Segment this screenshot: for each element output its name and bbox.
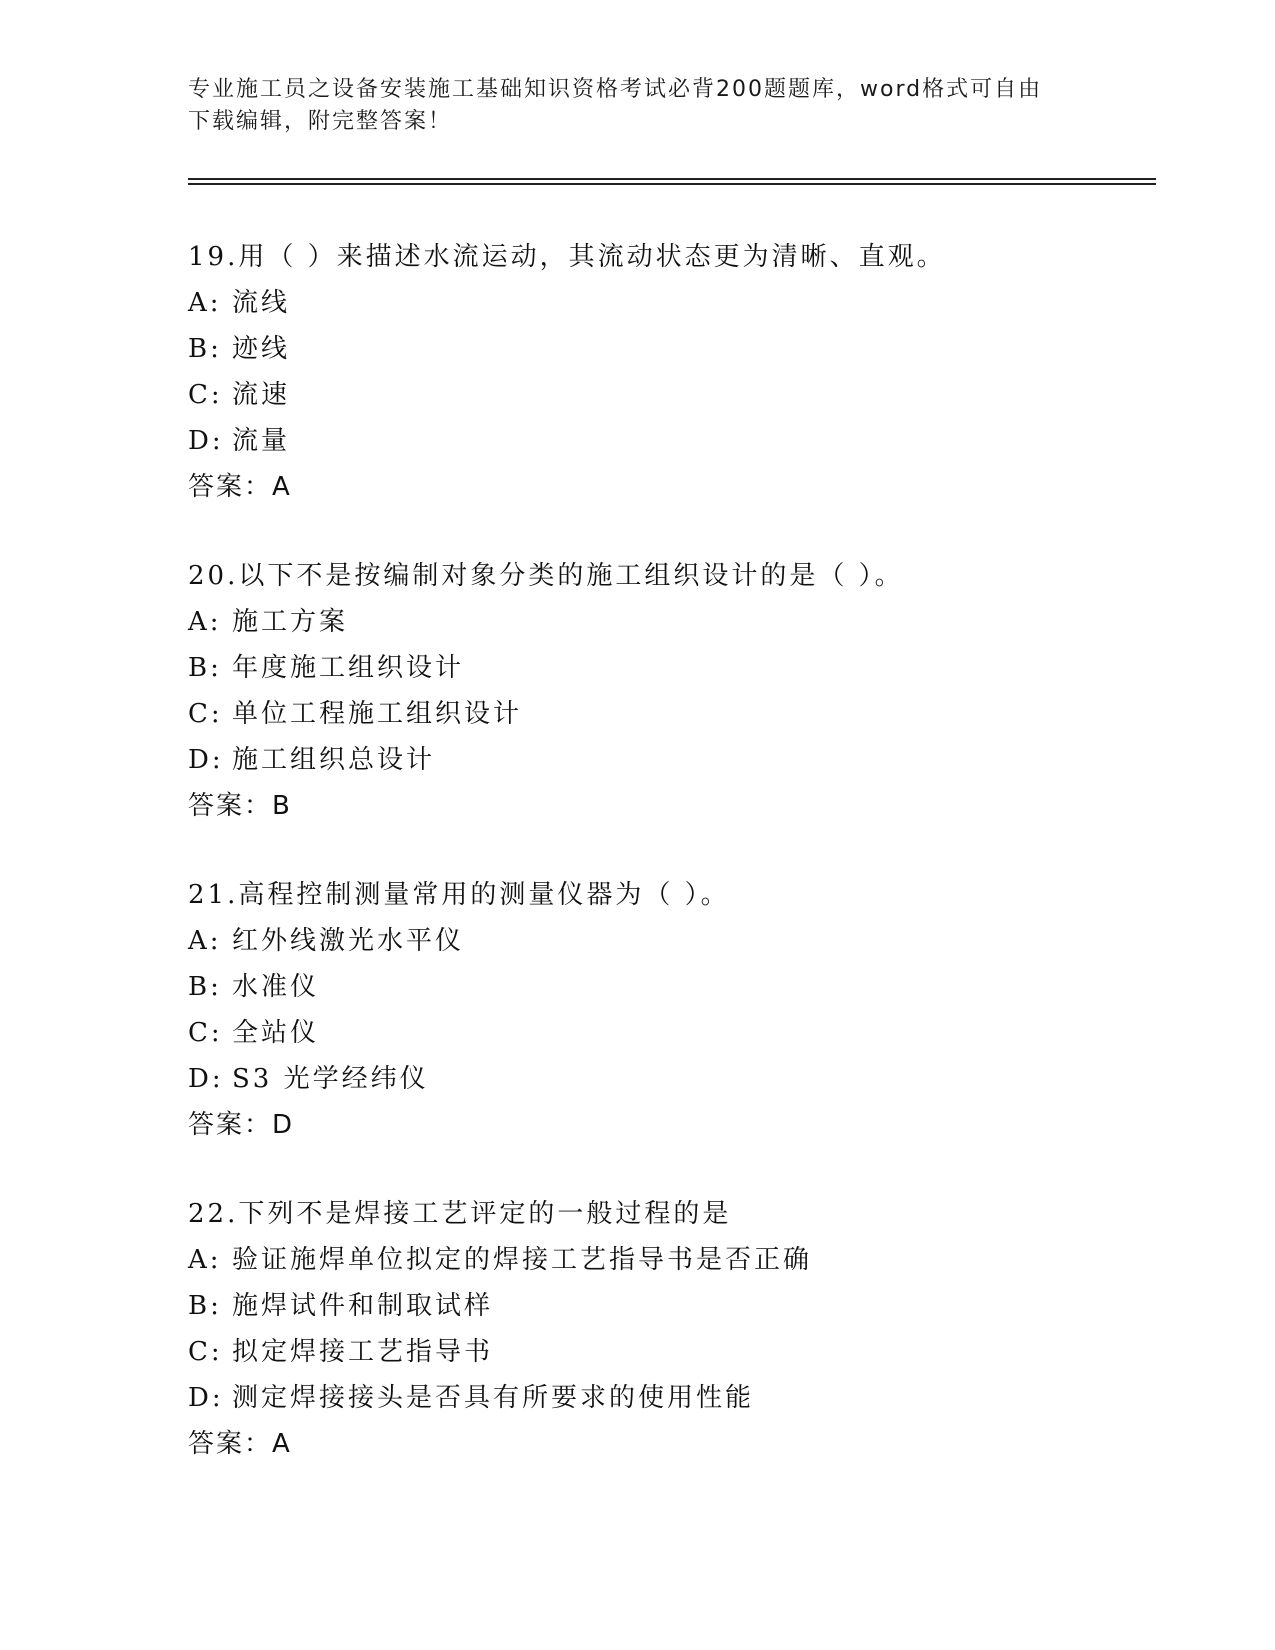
option-text: 流线 xyxy=(232,288,291,318)
option-key: C: xyxy=(188,380,223,410)
option-key: A: xyxy=(188,607,222,637)
option-text: S3 光学经纬仪 xyxy=(232,1064,429,1094)
header-line-2: 下载编辑，附完整答案！ xyxy=(188,109,453,134)
option-d xyxy=(188,1056,1148,1102)
option-c xyxy=(188,1329,1148,1375)
answer-line: 答案：D xyxy=(188,1110,295,1140)
option-a xyxy=(188,280,1148,326)
question-22 xyxy=(188,1191,1148,1467)
option-key: B: xyxy=(188,972,222,1002)
option-key: B: xyxy=(188,653,222,683)
option-key: C: xyxy=(188,1337,223,1367)
option-b xyxy=(188,1283,1148,1329)
question-stem: 19.用（ ）来描述水流运动，其流动状态更为清晰、直观。 xyxy=(188,242,946,272)
option-key: A: xyxy=(188,926,222,956)
option-text: 单位工程施工组织设计 xyxy=(232,699,523,729)
option-c xyxy=(188,1010,1148,1056)
option-key: A: xyxy=(188,288,222,318)
option-c xyxy=(188,372,1148,418)
option-b xyxy=(188,964,1148,1010)
question-stem: 20.以下不是按编制对象分类的施工组织设计的是（ ）。 xyxy=(188,561,904,591)
option-text: 验证施焊单位拟定的焊接工艺指导书是否正确 xyxy=(232,1245,813,1275)
option-key: B: xyxy=(188,1291,222,1321)
option-a xyxy=(188,1237,1148,1283)
option-c xyxy=(188,691,1148,737)
option-text: 迹线 xyxy=(232,334,291,364)
header-divider-top xyxy=(188,178,1156,180)
option-text: 施工方案 xyxy=(232,607,349,637)
option-key: D: xyxy=(188,426,224,456)
question-stem: 21.高程控制测量常用的测量仪器为（ ）。 xyxy=(188,880,730,910)
question-19 xyxy=(188,234,1148,510)
option-text: 施焊试件和制取试样 xyxy=(232,1291,494,1321)
answer-line: 答案：B xyxy=(188,791,292,821)
option-key: D: xyxy=(188,1064,224,1094)
option-text: 施工组织总设计 xyxy=(232,745,436,775)
option-text: 水准仪 xyxy=(232,972,320,1002)
option-d xyxy=(188,737,1148,783)
option-text: 流量 xyxy=(232,426,291,456)
option-b xyxy=(188,326,1148,372)
option-a xyxy=(188,918,1148,964)
option-d xyxy=(188,1375,1148,1421)
question-21 xyxy=(188,872,1148,1148)
option-key: C: xyxy=(188,1018,223,1048)
option-key: B: xyxy=(188,334,222,364)
header-line-1: 专业施工员之设备安装施工基础知识资格考试必背200题题库，word格式可自由 xyxy=(188,77,1043,102)
option-b xyxy=(188,645,1148,691)
header-divider-bottom xyxy=(188,183,1156,185)
option-text: 全站仪 xyxy=(232,1018,320,1048)
answer-line: 答案：A xyxy=(188,472,292,502)
option-text: 红外线激光水平仪 xyxy=(232,926,465,956)
option-text: 年度施工组织设计 xyxy=(232,653,465,683)
question-20 xyxy=(188,553,1148,829)
option-text: 流速 xyxy=(232,380,291,410)
option-key: C: xyxy=(188,699,223,729)
option-d xyxy=(188,418,1148,464)
question-stem: 22.下列不是焊接工艺评定的一般过程的是 xyxy=(188,1199,732,1229)
option-text: 拟定焊接工艺指导书 xyxy=(232,1337,494,1367)
option-key: A: xyxy=(188,1245,222,1275)
option-text: 测定焊接接头是否具有所要求的使用性能 xyxy=(232,1383,755,1413)
answer-line: 答案：A xyxy=(188,1429,292,1459)
option-a xyxy=(188,599,1148,645)
option-key: D: xyxy=(188,745,224,775)
document-header xyxy=(188,74,1088,138)
option-key: D: xyxy=(188,1383,224,1413)
